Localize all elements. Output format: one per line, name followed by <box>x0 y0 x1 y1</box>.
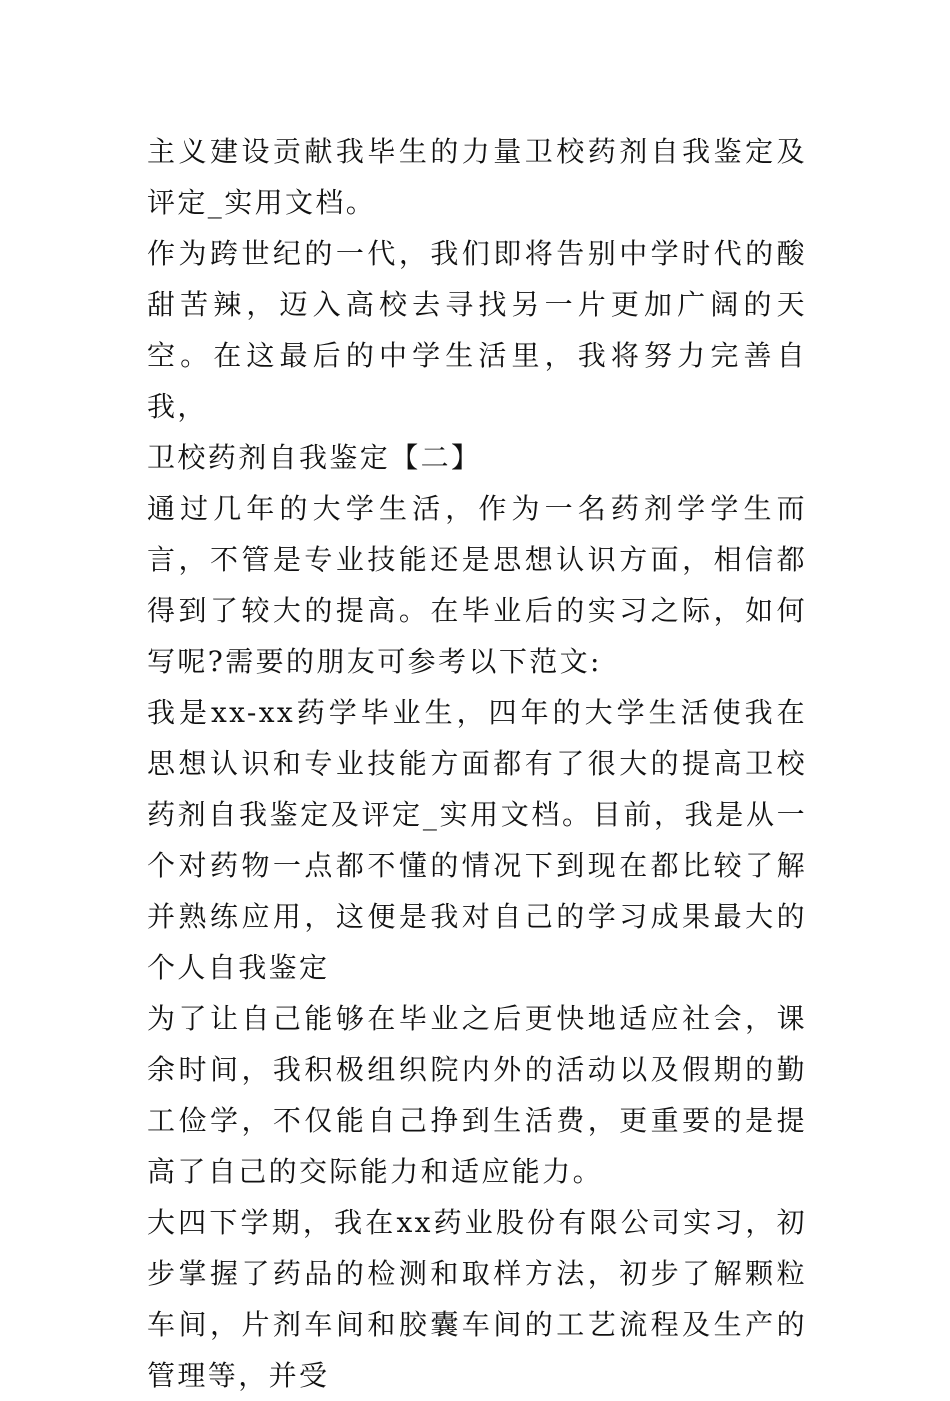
paragraph-cross-century: 作为跨世纪的一代，我们即将告别中学时代的酸甜苦辣，迈入高校去寻找另一片更加广阔的天空。在这最后的中学生活里，我将努力完善自我， <box>147 237 807 423</box>
section-heading: 卫校药剂自我鉴定【二】 <box>147 441 482 474</box>
paragraph-graduate: 我是xx-xx药学毕业生，四年的大学生活使我在思想认识和专业技能方面都有了很大的提高卫校药剂自我鉴定及评定_实用文档。目前，我是从一个对药物一点都不懂的情况下到现在都比较了解并熟练应用，这便是我对自己的学习成果最大的个人自我鉴定 <box>147 696 807 984</box>
paragraph-intro: 通过几年的大学生活，作为一名药剂学学生而言，不管是专业技能还是思想认识方面，相信都得到了较大的提高。在毕业后的实习之际，如何写呢?需要的朋友可参考以下范文: <box>147 492 807 678</box>
paragraph-internship: 大四下学期，我在xx药业股份有限公司实习，初步掌握了药品的检测和取样方法，初步了解颗粒车间，片剂车间和胶囊车间的工艺流程及生产的管理等，并受 <box>147 1206 807 1392</box>
paragraph-continuation: 主义建设贡献我毕生的力量卫校药剂自我鉴定及评定_实用文档。 <box>147 135 807 219</box>
paragraph-activities: 为了让自己能够在毕业之后更快地适应社会，课余时间，我积极组织院内外的活动以及假期的勤工俭学，不仅能自己挣到生活费，更重要的是提高了自己的交际能力和适应能力。 <box>147 1002 807 1188</box>
document-body <box>147 126 807 1401</box>
